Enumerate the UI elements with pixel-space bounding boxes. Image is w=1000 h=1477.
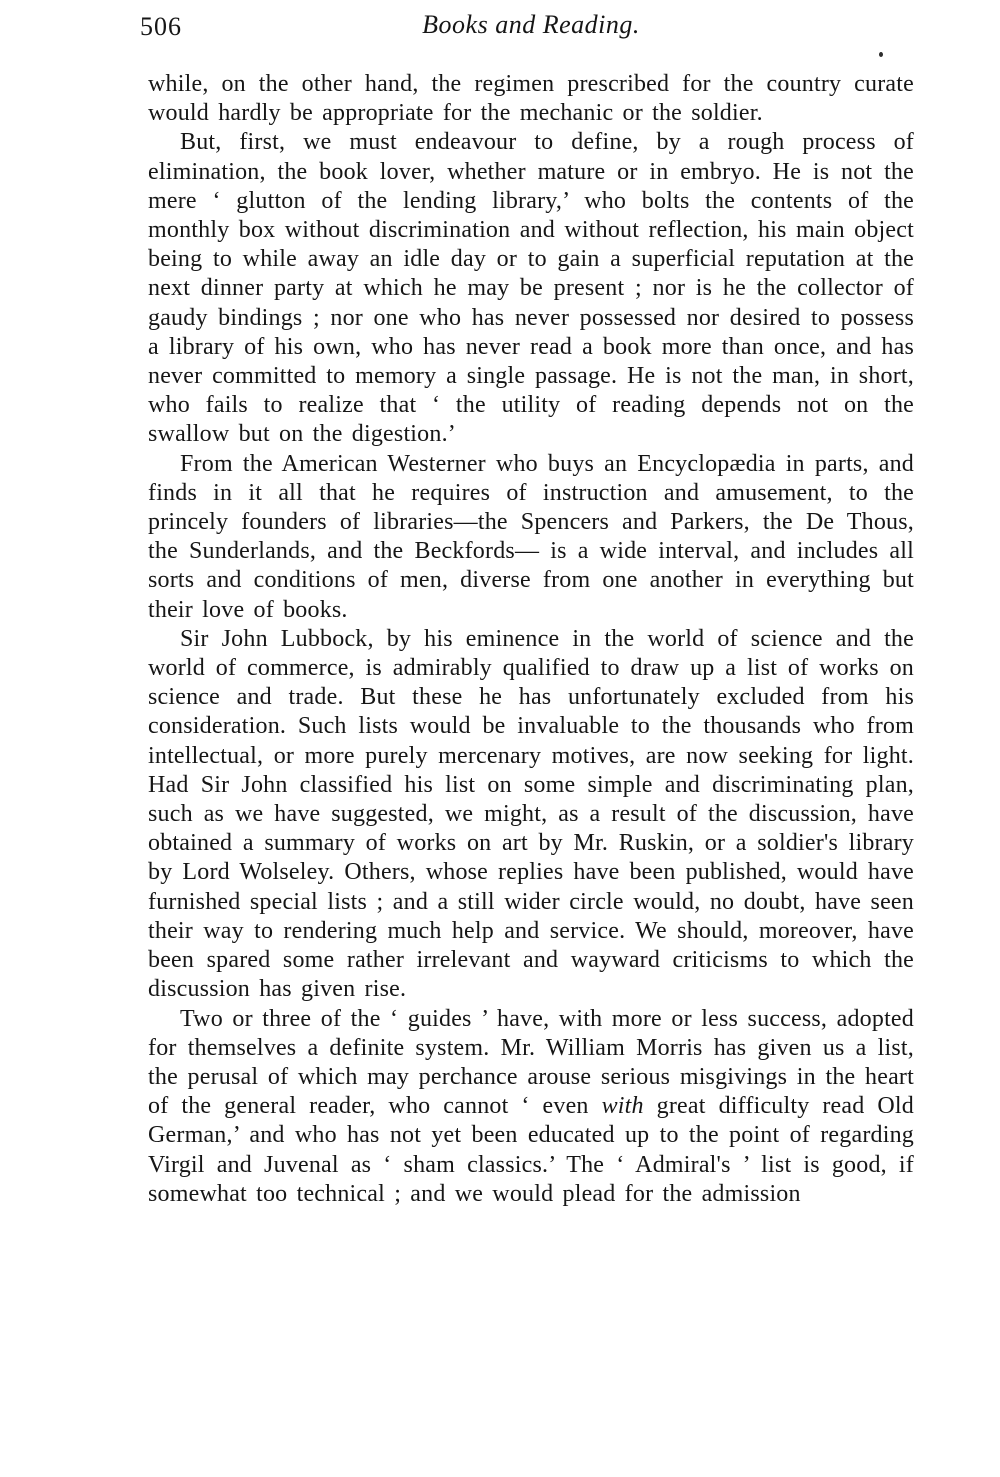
italic-word: with	[601, 1093, 644, 1120]
paragraph-continuation: while, on the other hand, the regimen prescribed for the country curate would hardly be appropriate for the mechanic or the soldier.	[148, 71, 914, 127]
paragraph: From the American Westerner who buys an Encyclopædia in parts, and finds in it all that he requires of instruction and amusement, to the princely founders of libraries—the Spencers and Parkers, the De Thous, the Sunderlands, and the Beckfords— is a wide interval, and includes all sorts and conditions of men, diverse from one another in everything but their love of books.	[148, 450, 914, 623]
paragraph	[148, 1005, 914, 1209]
text-block	[148, 70, 914, 1209]
paragraph-segment: great difficulty read Old German,’ and who has not yet been educated up to the point of regarding Virgil and Juvenal as ‘ sham classics.’ The ‘ Admiral's ’ list is good, if somewhat too technical ; and we would plead for the admission	[148, 1093, 914, 1207]
page-number: 506	[140, 12, 182, 41]
running-title: Books and Reading.	[422, 10, 640, 39]
paragraph: But, first, we must endeavour to define, by a rough process of elimination, the book lover, whether mature or in embryo. He is not the mere ‘ glutton of the lending library,’ who bolts the contents of the monthly box without discrimination and without reflection, his main object being to while away an idle day or to gain a superficial reputation at the next dinner party at which he may be present ; nor is he the collector of gaudy bindings ; nor one who has never possessed nor desired to possess a library of his own, who has never read a book more than once, and has never committed to memory a single passage. He is not the man, in short, who fails to realize that ‘ the utility of reading depends not on the swallow but on the digestion.’	[148, 129, 914, 448]
paragraph-segment: Two or three of the ‘ guides ’ have, with more or less success, adopted for themselves a definite system. Mr. William Morris has given us a list, the perusal of which may perchance arouse serious misgivings in the heart of the general reader, who cannot ‘ even	[148, 1005, 914, 1120]
paragraph: Sir John Lubbock, by his eminence in the world of science and the world of commerce, is admirably qualified to draw up a list of works on science and trade. But these he has unfortunately excluded from his consideration. Such lists would be invaluable to the thousands who from intellectual, or more purely mercenary motives, are now seeking for light. Had Sir John classified his list on some simple and discriminating plan, such as we have suggested, we might, as a result of the discussion, have obtained a summary of works on art by Mr. Ruskin, or a soldier's library by Lord Wolseley. Others, whose replies have been published, would have furnished special lists ; and a still wider circle would, no doubt, have seen their way to rendering much help and service. We should, moreover, have been spared some rather irrelevant and wayward criticisms to which the discussion has given rise.	[148, 625, 914, 1003]
scan-speck	[879, 52, 883, 57]
